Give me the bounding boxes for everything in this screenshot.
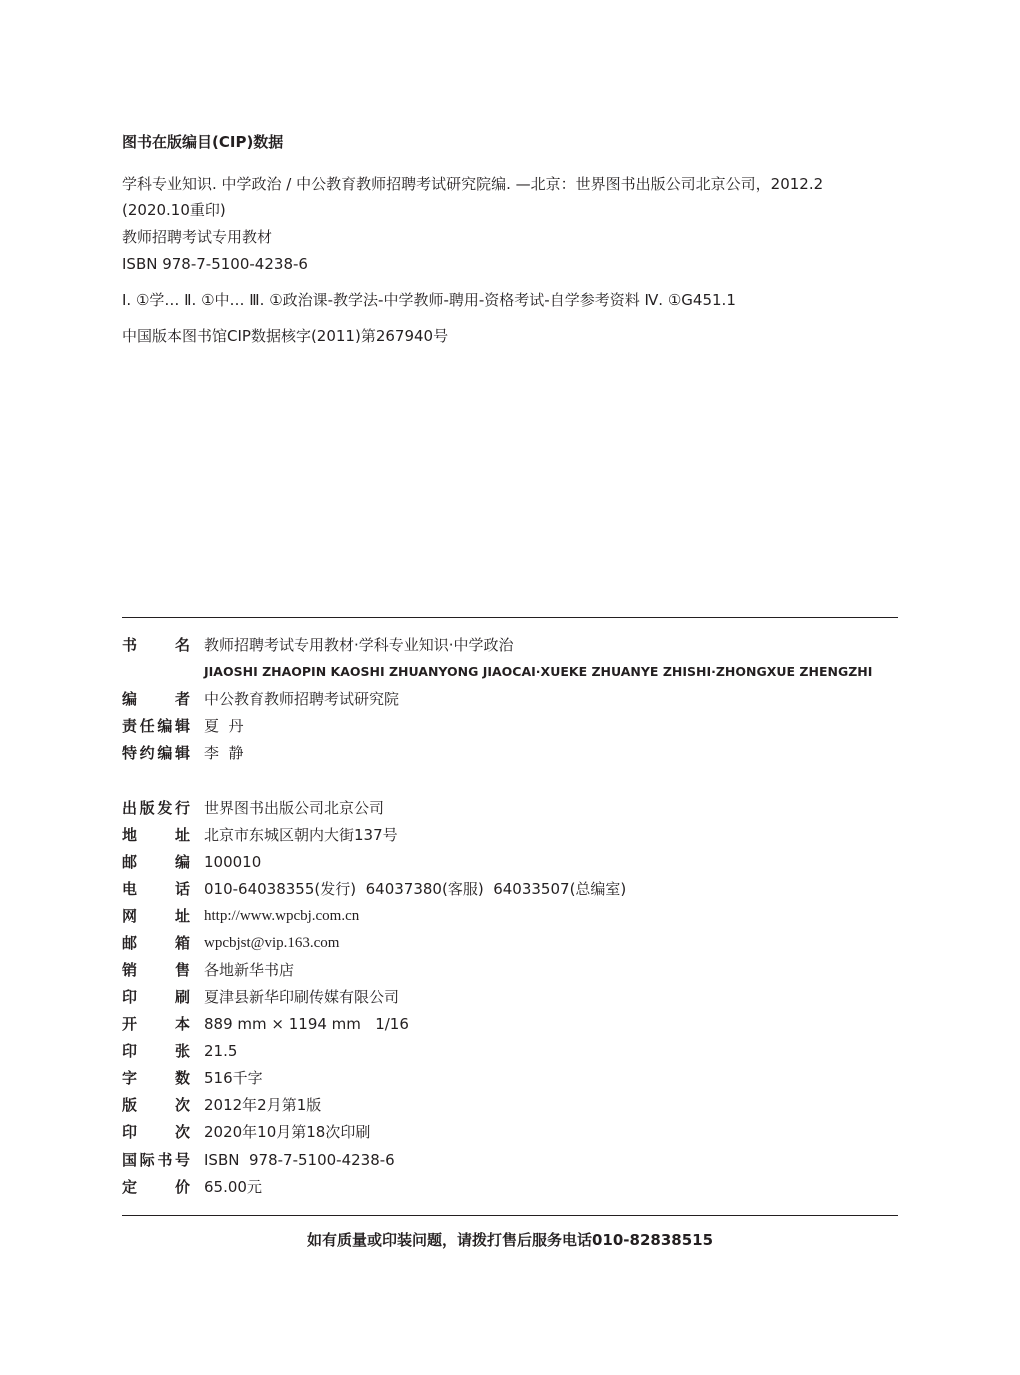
cip-line-1: 学科专业知识. 中学政治 / 中公教育教师招聘考试研究院编. —北京：世界图书出版公司北京公司，2012.2 [122,175,824,193]
phone-value: 010-64038355(发行) 64037380(客服) 64033507(总编室) [204,880,627,898]
phone-label: 电 话 [122,880,190,898]
book-name-label: 书 名 [122,636,190,654]
book-name-value: 教师招聘考试专用教材·学科专业知识·中学政治 [204,636,514,654]
words-label: 字 数 [122,1069,190,1087]
sheets-value: 21.5 [204,1042,238,1060]
edition-value: 2012年2月第1版 [204,1096,322,1114]
editor-value: 中公教育教师招聘考试研究院 [204,690,400,708]
printing-label: 印 次 [122,1123,190,1141]
sheets-label: 印 张 [122,1042,190,1060]
price-label: 定 价 [122,1178,190,1196]
website-value: http://www.wpcbj.com.cn [204,908,360,924]
cip-line-2: (2020.10重印) [122,201,226,219]
address-label: 地 址 [122,826,190,844]
email-label: 邮 箱 [122,934,190,952]
price-value: 65.00元 [204,1178,262,1196]
special-editor-value: 李 静 [204,744,244,762]
top-divider [122,617,898,618]
book-name-pinyin: JIAOSHI ZHAOPIN KAOSHI ZHUANYONG JIAOCAI·XUEKE ZHUANYE ZHISHI·ZHONGXUE ZHENGZHI [204,664,873,679]
email-value: wpcbjst@vip.163.com [204,935,340,951]
words-value: 516千字 [204,1069,263,1087]
postcode-value: 100010 [204,853,262,871]
address-value: 北京市东城区朝内大街137号 [204,826,398,844]
format-value: 889 mm × 1194 mm 1/16 [204,1015,409,1033]
bottom-divider [122,1215,898,1216]
isbn-value: ISBN 978-7-5100-4238-6 [204,1151,395,1169]
cip-isbn: ISBN 978-7-5100-4238-6 [122,255,308,273]
resp-editor-label: 责 任 编 辑 [122,717,190,735]
cip-title: 图书在版编目(CIP)数据 [122,133,284,151]
cip-classification: Ⅰ. ①学… Ⅱ. ①中… Ⅲ. ①政治课-教学法-中学教师-聘用-资格考试-自学参考资料 Ⅳ. ①G451.1 [122,291,736,309]
printer-value: 夏津县新华印刷传媒有限公司 [204,988,400,1006]
printing-value: 2020年10月第18次印刷 [204,1123,371,1141]
isbn-label: 国 际 书 号 [122,1151,190,1169]
special-editor-label: 特 约 编 辑 [122,744,190,762]
postcode-label: 邮 编 [122,853,190,871]
after-sales-notice: 如有质量或印装问题，请拨打售后服务电话010-82838515 [306,1231,714,1249]
resp-editor-value: 夏 丹 [204,717,244,735]
editor-label: 编 者 [122,690,190,708]
printer-label: 印 刷 [122,988,190,1006]
format-label: 开 本 [122,1015,190,1033]
sales-value: 各地新华书店 [204,961,295,979]
sales-label: 销 售 [122,961,190,979]
cip-record: 中国版本图书馆CIP数据核字(2011)第267940号 [122,327,449,345]
publisher-label: 出 版 发 行 [122,799,190,817]
cip-line-3: 教师招聘考试专用教材 [122,228,273,246]
edition-label: 版 次 [122,1096,190,1114]
website-label: 网 址 [122,907,190,925]
publisher-value: 世界图书出版公司北京公司 [204,799,385,817]
